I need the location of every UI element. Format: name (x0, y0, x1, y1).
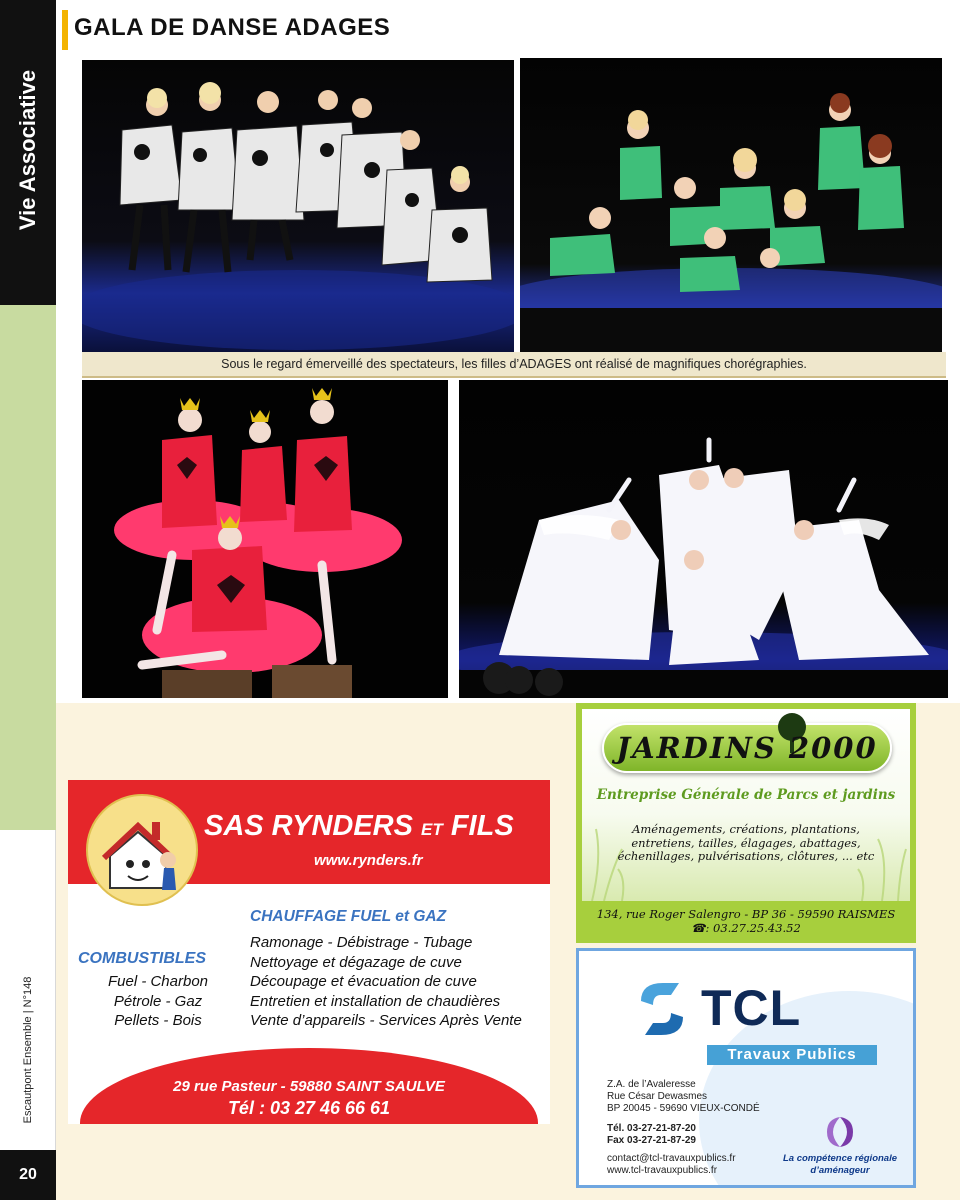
jardins-panel (582, 709, 910, 901)
jardins-desc-line: échenillages, pulvérisations, clôtures, ... etc (617, 849, 875, 863)
ad-jardins-2000 (576, 703, 916, 943)
tcl-address-line: BP 20045 - 59690 VIEUX-CONDÉ (607, 1103, 760, 1114)
rynders-name: SAS RYNDERS (204, 810, 413, 842)
sidebar-header (0, 0, 56, 305)
tcl-tagline (775, 1153, 905, 1177)
photo-group-dancers (82, 60, 514, 352)
fuel-item: Pétrole - Gaz (113, 992, 203, 1010)
rynders-phone: Tél : 03 27 46 66 61 (227, 1098, 391, 1118)
service-item: Découpage et évacuation de cuve (250, 973, 477, 990)
rynders-heating-title: CHAUFFAGE FUEL et GAZ (250, 908, 447, 925)
tcl-online (607, 1153, 736, 1177)
tcl-fax: Fax 03-27-21-87-29 (607, 1135, 696, 1146)
regional-emblem-icon (825, 1115, 855, 1149)
title-accent-bar (62, 10, 68, 50)
jardins-phone-line (576, 921, 916, 935)
sidebar-band (0, 305, 56, 830)
photo-queen-of-hearts (82, 380, 448, 698)
tcl-address-line: Rue César Dewasmes (607, 1091, 708, 1102)
tcl-tagline-line: d’aménageur (810, 1165, 870, 1176)
jardins-desc-line: Aménagements, créations, plantations, (632, 822, 860, 836)
tcl-address (607, 1079, 760, 1115)
tcl-name: TCL (701, 980, 802, 1036)
ad-tcl (576, 948, 916, 1188)
phone-icon: ☎ (691, 921, 706, 935)
rynders-fuel-title: COMBUSTIBLES (78, 950, 206, 967)
jardins-phone: : 03.27.25.43.52 (705, 921, 801, 935)
tcl-phones (607, 1123, 696, 1147)
service-item: Vente d’appareils - Services Après Vente (250, 1012, 522, 1029)
tcl-band: Travaux Publics (707, 1045, 877, 1065)
tcl-website: www.tcl-travauxpublics.fr (607, 1165, 718, 1176)
jardins-subtitle: Entreprise Générale de Parcs et jardins (596, 787, 896, 803)
jardins-address: 134, rue Roger Salengro - BP 36 - 59590 RAISMES (596, 907, 896, 921)
section-label: Vie Associative (15, 69, 40, 231)
photo-white-dancers (459, 380, 948, 698)
rynders-name-fils: FILS (450, 810, 514, 842)
service-item: Nettoyage et dégazage de cuve (250, 953, 462, 971)
rynders-logo (86, 794, 198, 906)
jardins-contact (576, 907, 916, 935)
rynders-name-et: ET (421, 820, 443, 839)
tcl-tagline-line: La compétence régionale (782, 1153, 898, 1164)
rynders-address: 29 rue Pasteur - 59880 SAINT SAULVE (173, 1078, 445, 1095)
page-number: 20 (0, 1150, 56, 1200)
rynders-website: www.rynders.fr (314, 852, 423, 869)
fuel-item: Pellets - Bois (114, 1012, 202, 1029)
tcl-address-line: Z.A. de l’Avaleresse (607, 1079, 696, 1090)
tcl-email: contact@tcl-travauxpublics.fr (607, 1153, 736, 1164)
jardins-logo-text: JARDINS 2000 (616, 731, 878, 765)
service-item: Ramonage - Débistrage - Tubage (250, 934, 473, 951)
tcl-phone: Tél. 03-27-21-87-20 (607, 1123, 696, 1134)
rynders-fuel-list (78, 972, 238, 1031)
photo-caption: Sous le regard émerveillé des spectateurs, les filles d’ADAGES ont réalisé de magnifiques chorégraphies. (82, 352, 946, 378)
rynders-company-name (204, 810, 514, 843)
ad-rynders (68, 780, 550, 1124)
tcl-logo-icon (635, 977, 689, 1041)
jardins-desc-line: entretiens, tailles, élagages, abattages, (631, 835, 861, 850)
article-title: GALA DE DANSE ADAGES (74, 14, 391, 41)
magazine-label: Escautpont Ensemble | N°148 (22, 976, 34, 1124)
service-item: Entretien et installation de chaudières (250, 992, 501, 1010)
fuel-item: Fuel - Charbon (107, 973, 209, 990)
rynders-services-list (250, 933, 522, 1031)
jardins-description (582, 823, 910, 864)
photo-green-dancers (520, 58, 942, 352)
